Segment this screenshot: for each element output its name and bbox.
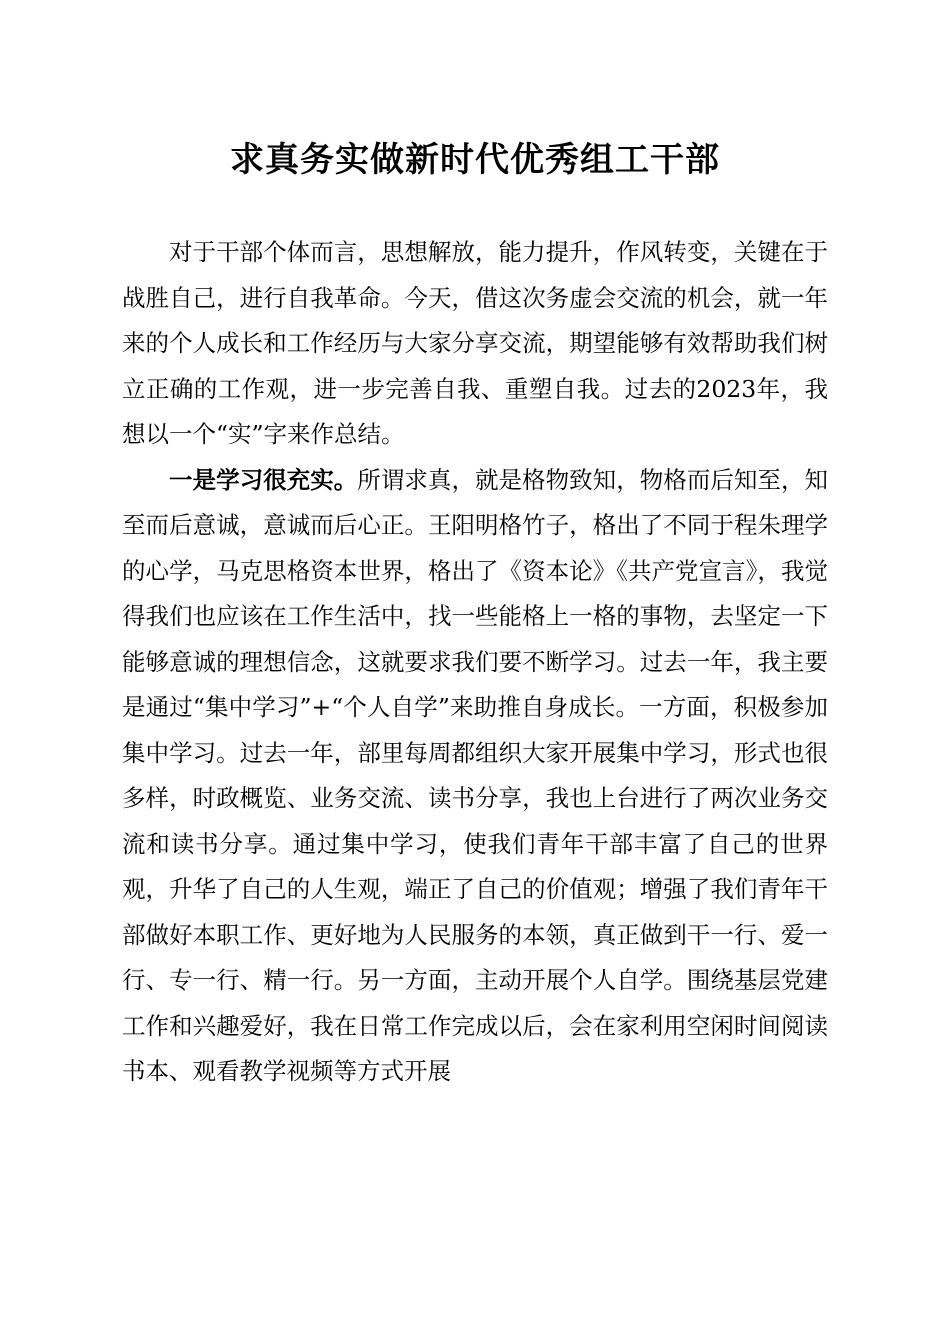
paragraph-study-text: 所谓求真，就是格物致知，物格而后知至，知至而后意诚，意诚而后心正。王阳明格竹子，格出了不同于程朱理学的心学，马克思格资本世界，格出了《资本论》《共产党宣言》，我觉得我们也应该在工作生活中，找一些能格上一格的事物，去坚定一下能够意诚的理想信念，这就要求我们要不断学习。过去一年，我主要是通过“集中学习”+“个人自学”来助推自身成长。一方面，积极参加集中学习。过去一年，部里每周都组织大家开展集中学习，形式也很多样，时政概览、业务交流、读书分享，我也上台进行了两次业务交流和读书分享。通过集中学习，使我们青年干部丰富了自己的世界观，升华了自己的人生观，端正了自己的价值观；增强了我们青年干部做好本职工作、更好地为人民服务的本领，真正做到干一行、爱一行、专一行、精一行。另一方面，主动开展个人自学。围绕基层党建工作和兴趣爱好，我在日常工作完成以后，会在家利用空闲时间阅读书本、观看教学视频等方式开展	[122, 465, 828, 1085]
paragraph-intro-text: 对于干部个体而言，思想解放，能力提升，作风转变，关键在于战胜自己，进行自我革命。今天，借这次务虚会交流的机会，就一年来的个人成长和工作经历与大家分享交流，期望能够有效帮助我们树立正确的工作观，进一步完善自我、重塑自我。过去的2023年，我想以一个“实”字来作总结。	[122, 238, 828, 448]
document-title: 求真务实做新时代优秀组工干部	[230, 140, 720, 180]
paragraph-intro	[122, 230, 828, 458]
document-body	[122, 230, 828, 1095]
paragraph-study-lead: 一是学习很充实。	[169, 465, 358, 494]
paragraph-study	[122, 458, 828, 1095]
